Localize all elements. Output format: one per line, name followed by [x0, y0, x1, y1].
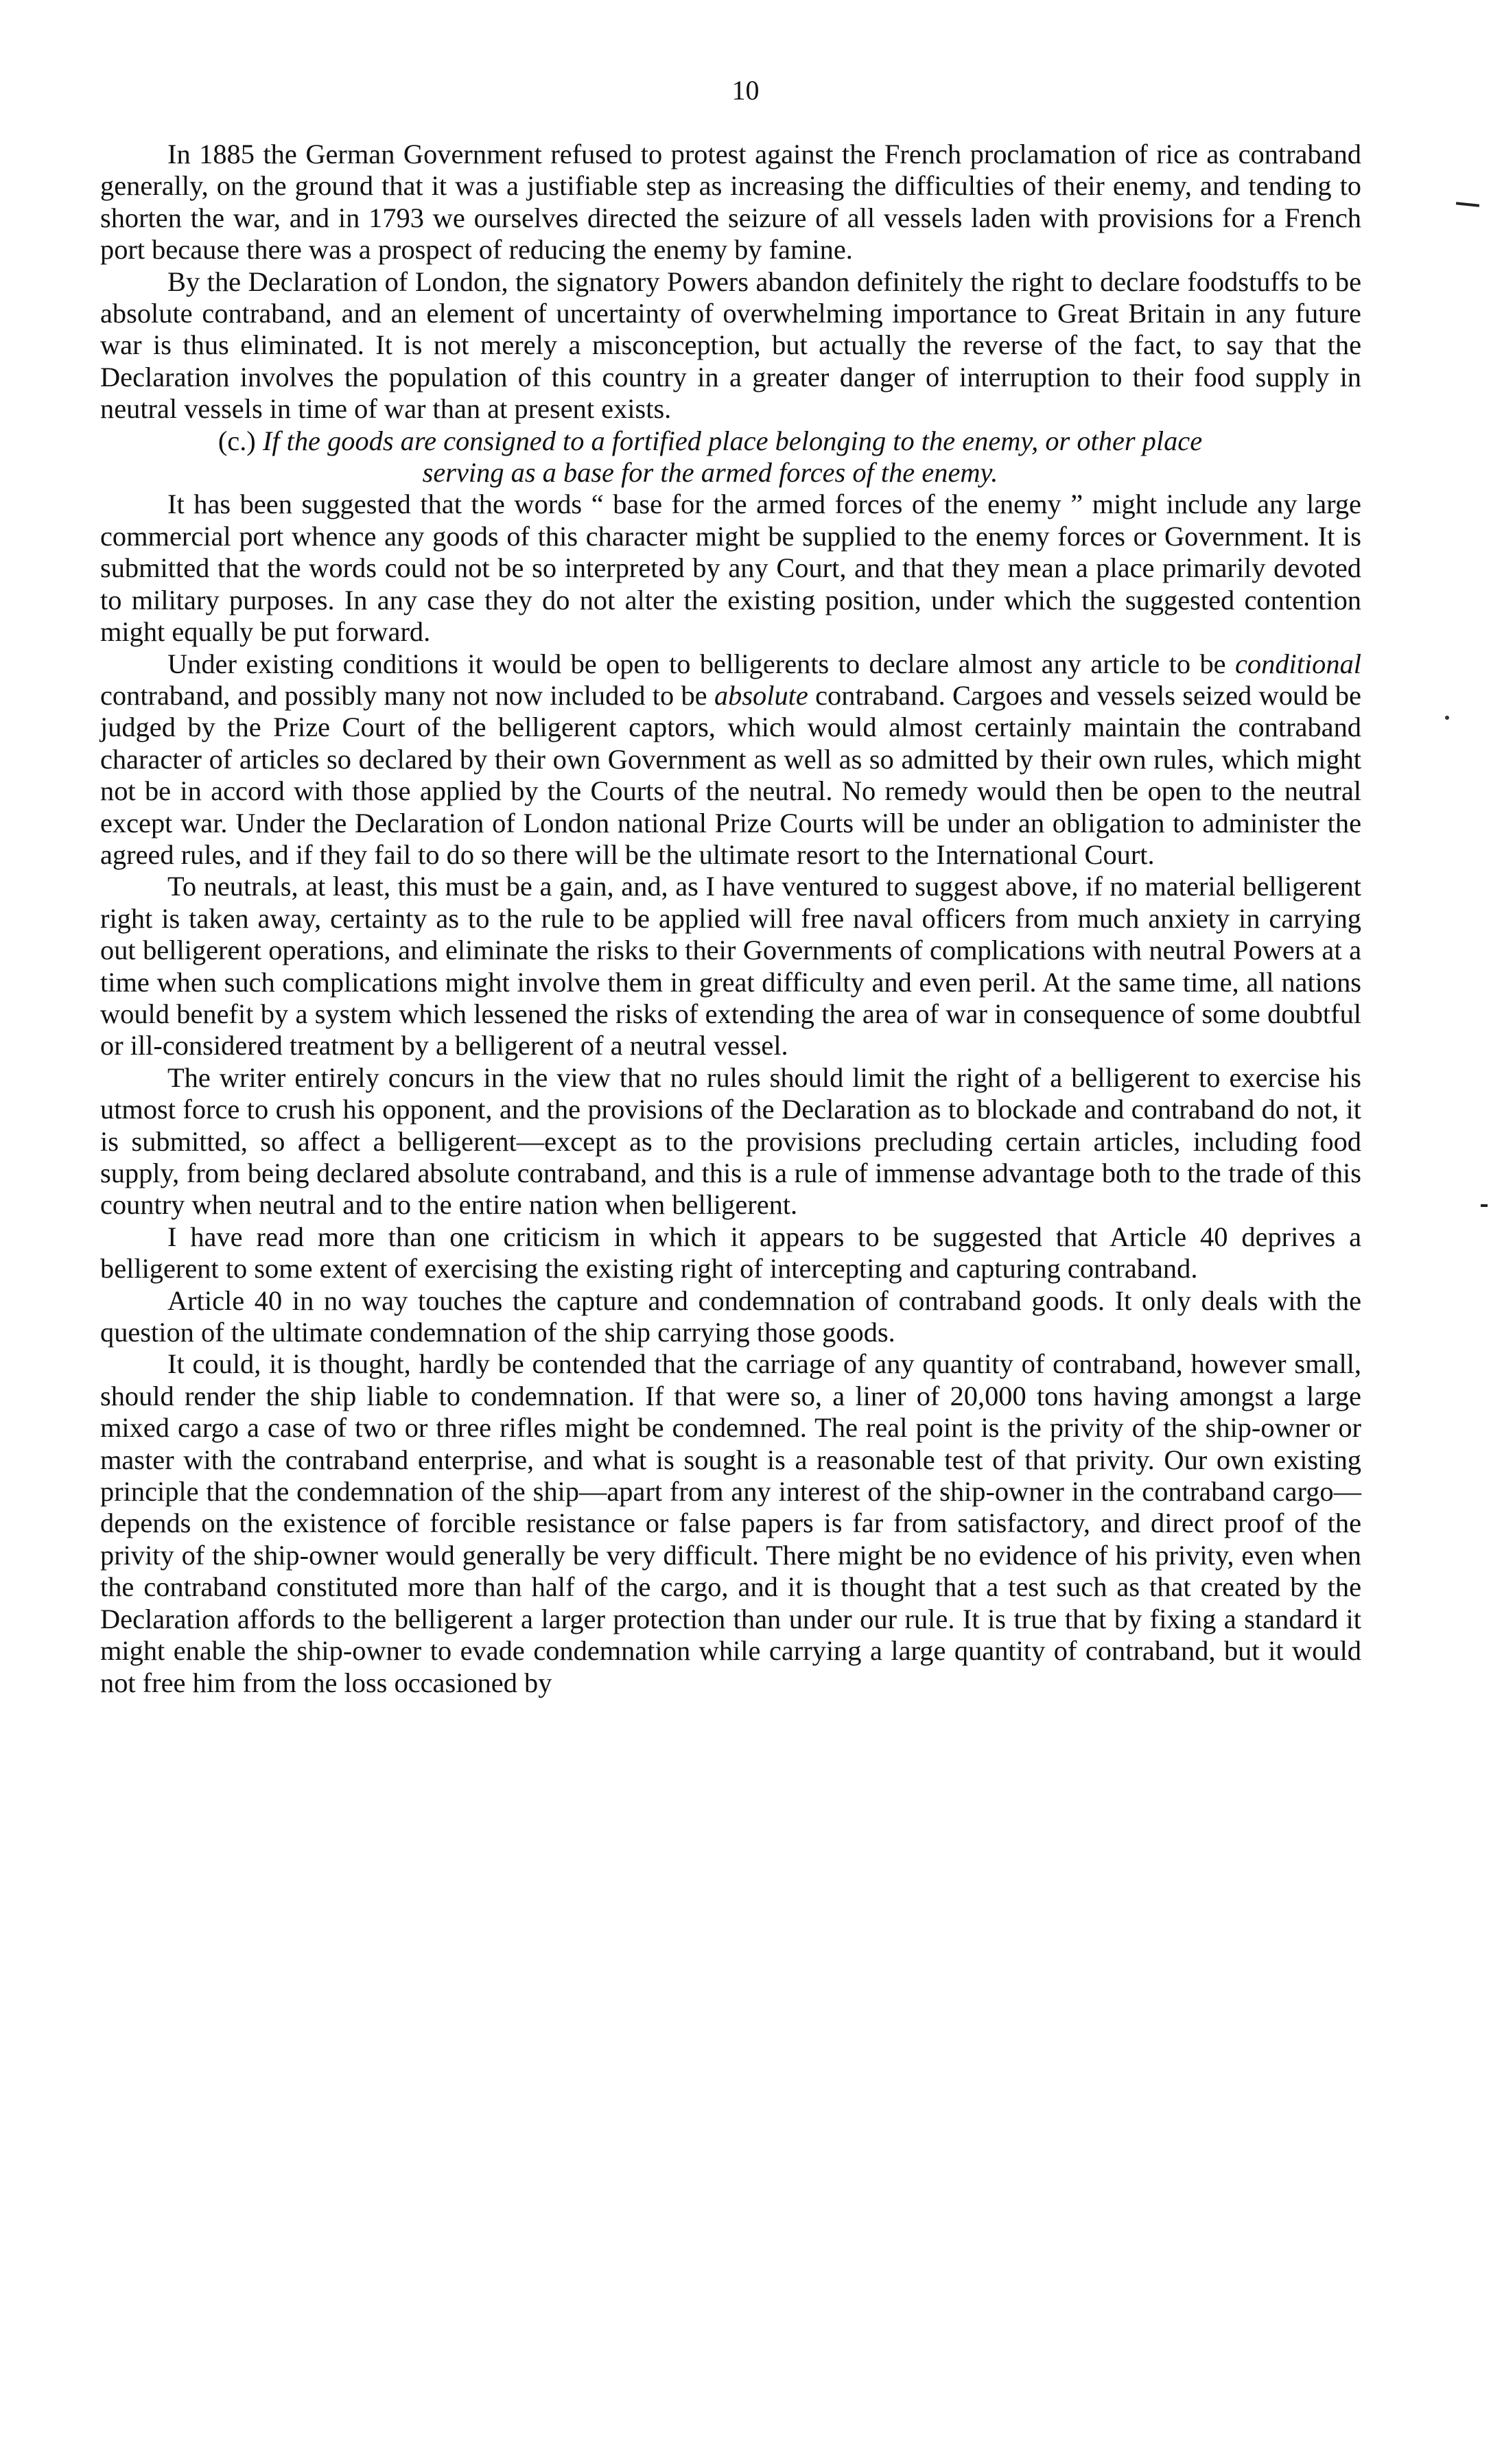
existing-conditions-part-3: contraband. Cargoes and vessels seized would be judged by the Prize Court of the belligerent captors, which would almost certainly maintain the contraband character of articles so declared by their own Government as well as so admitted by their own rules, which might not be in accord with those applied by the Courts of the neutral. No remedy would then be open to the neutral except war. Under the Declaration of London national Prize Courts will be under an obligation to administer the agreed rules, and if they fail to do so there will be the ultimate resort to the International Court.	[100, 679, 1361, 870]
paragraph-declaration-foodstuffs: By the Declaration of London, the signatory Powers abandon definitely the right to declare foodstuffs to be absolute contraband, and an element of uncertainty of overwhelming importance to Great Britain in any future war is thus eliminated. It is not merely a misconception, but actually the reverse of the fact, to say that the Declaration involves the population of this country in a greater danger of interruption to their food supply in neutral vessels in time of war than at present exists.	[100, 266, 1361, 425]
existing-conditions-part-1: Under existing conditions it would be open to belligerents to declare almost any article to be	[167, 648, 1235, 679]
paragraph-writer-concurs: The writer entirely concurs in the view that no rules should limit the right of a belligerent to exercise his utmost force to crush his opponent, and the provisions of the Declaration as to blockade and contraband do not, it is submitted, so affect a belligerent—except as to the provisions precluding certain articles, including food supply, from being declared absolute contraband, and this is a rule of immense advantage both to the trade of this country when neutral and to the entire nation when belligerent.	[100, 1061, 1361, 1221]
margin-dash-mark	[1456, 202, 1479, 207]
paragraph-neutrals-gain: To neutrals, at least, this must be a gain, and, as I have ventured to suggest above, if no material belligerent right is taken away, certainty as to the rule to be applied will free naval officers from much anxiety in carrying out belligerent operations, and eliminate the risks to their Governments of complications with neutral Powers at a time when such complications might involve them in great difficulty and even peril. At the same time, all nations would benefit by a system which lessened the risks of extending the area of war in consequence of some doubtful or ill-considered treatment by a belligerent of a neutral vessel.	[100, 871, 1361, 1061]
margin-tick-mark	[1481, 1204, 1488, 1207]
page-number: 10	[731, 75, 760, 106]
paragraph-article-40-scope: Article 40 in no way touches the capture and condemnation of contraband goods. It only deals with the question of the ultimate condemnation of the ship carrying those goods.	[100, 1284, 1361, 1348]
paragraph-base-armed-forces: It has been suggested that the words “ base for the armed forces of the enemy ” might include any large commercial port whence any goods of this character might be supplied to the enemy forces or Government. It is submitted that the words could not be so interpreted by any Court, and that they mean a place primarily devoted to military purposes. In any case they do not alter the existing position, under which the suggested contention might equally be put forward.	[100, 489, 1361, 648]
existing-conditions-part-2: contraband, and possibly many not now included to be	[100, 679, 714, 711]
margin-speck	[1445, 716, 1449, 720]
clause-c-text: If the goods are consigned to a fortified place belonging to the enemy, or other place serving as a base for the armed forces of the enemy.	[262, 425, 1203, 489]
clause-c-heading	[100, 425, 1361, 489]
document-body	[100, 139, 1361, 1699]
clause-c-label: (c.)	[218, 425, 256, 456]
paragraph-rice-contraband: In 1885 the German Government refused to protest against the French proclamation of rice as contraband generally, on the ground that it was a justifiable step as increasing the difficulties of their enemy, and tending to shorten the war, and in 1793 we ourselves directed the seizure of all vessels laden with provisions for a French port because there was a prospect of reducing the enemy by famine.	[100, 139, 1361, 266]
paragraph-article-40-criticism: I have read more than one criticism in which it appears to be suggested that Article 40 deprives a belligerent to some extent of exercising the existing right of intercepting and capturing contraband.	[100, 1221, 1361, 1284]
existing-conditions-italic-conditional: conditional	[1235, 648, 1361, 679]
existing-conditions-italic-absolute: absolute	[714, 679, 808, 711]
paragraph-ship-condemnation: It could, it is thought, hardly be contended that the carriage of any quantity of contraband, however small, should render the ship liable to condemnation. If that were so, a liner of 20,000 tons having amongst a large mixed cargo a case of two or three rifles might be condemned. The real point is the privity of the ship-owner or master with the contraband enterprise, and what is sought is a reasonable test of that privity. Our own existing principle that the condemnation of the ship—apart from any interest of the ship-owner in the contraband cargo—depends on the existence of forcible resistance or false papers is far from satisfactory, and direct proof of the privity of the ship-owner would generally be very difficult. There might be no evidence of his privity, even when the contraband constituted more than half of the cargo, and it is thought that a test such as that created by the Declaration affords to the belligerent a larger protection than under our rule. It is true that by fixing a standard it might enable the ship-owner to evade condemnation while carrying a large quantity of contraband, but it would not free him from the loss occasioned by	[100, 1348, 1361, 1698]
paragraph-existing-conditions	[100, 648, 1361, 871]
